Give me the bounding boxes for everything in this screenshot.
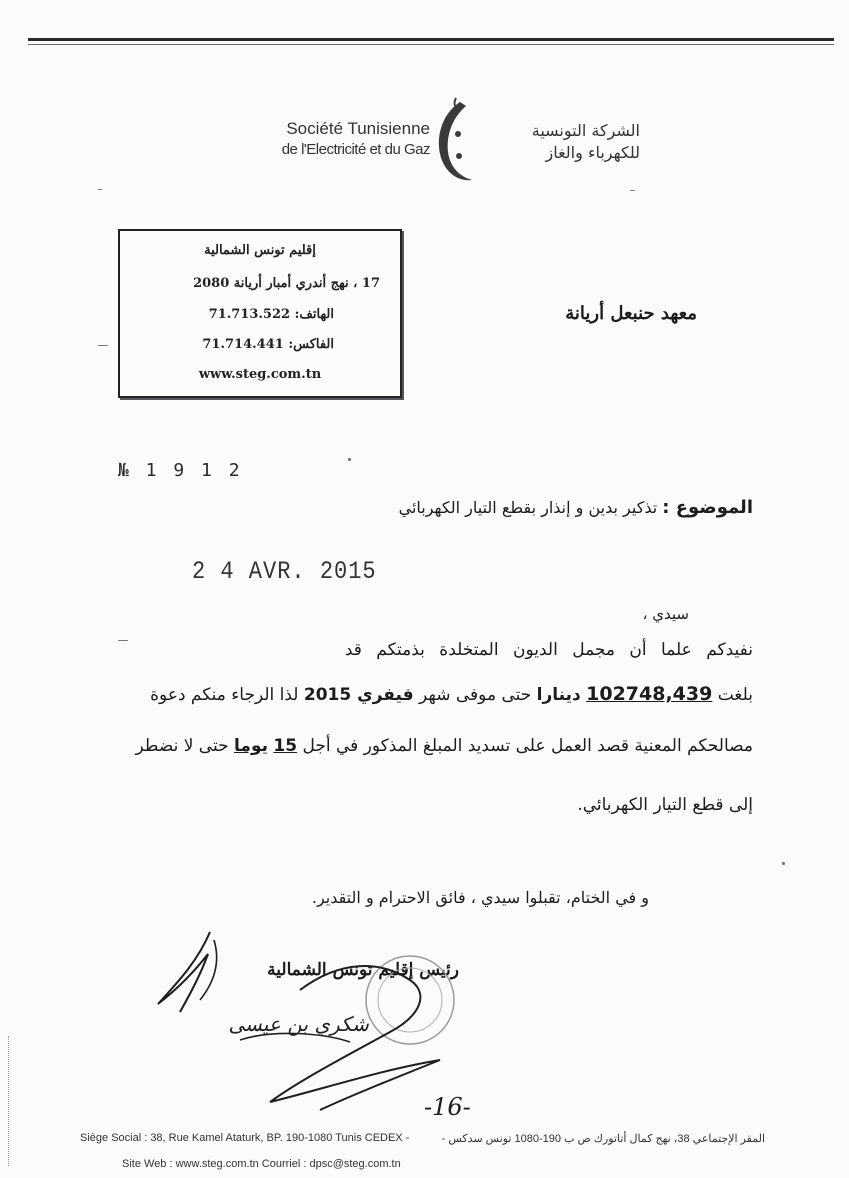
scan-speck: [630, 190, 635, 191]
page-number-mark: -16-: [424, 1093, 471, 1121]
body-line3-end: حتى لا نضطر: [135, 736, 229, 756]
body-line3-start: مصالحكم المعنية قصد العمل على تسديد المبلغ المذكور في أجل: [302, 736, 753, 756]
handwritten-signature-icon: [150, 920, 490, 1120]
company-name-arabic: [480, 120, 640, 164]
sender-address-box: [118, 229, 402, 398]
subject-line: [399, 497, 753, 518]
telephone-number: 71.713.522: [208, 307, 291, 322]
scan-speck: [98, 345, 108, 346]
body-line2-start: بلغت: [717, 685, 753, 705]
fax-number: 71.714.441: [202, 337, 284, 352]
footer-address-arabic: المقر الإجتماعي 38، نهج كمال أتاتورك ص ب 190-1080 تونس سدكس -: [441, 1133, 765, 1145]
street-address: 17 ، نهج أندري أمبار أريانة 2080: [193, 276, 380, 291]
body-line-1: نفيدكم علما أن مجمل الديون المتخلدة بذمتكم قد: [344, 640, 753, 660]
subject-text: تذكير بدين و إنذار بقطع التيار الكهربائي: [398, 498, 658, 517]
body-line-4: إلى قطع التيار الكهربائي.: [577, 795, 753, 815]
telephone-label: الهاتف:: [294, 307, 334, 322]
date-stamp: 2 4 AVR. 2015: [192, 557, 377, 586]
company-name-french: [250, 118, 430, 160]
fax-line: [202, 337, 334, 352]
company-name-arabic-line2: للكهرباء والغاز: [545, 143, 640, 162]
debt-amount: 102748,439: [586, 683, 713, 705]
signatory-name: شكري بن عيسى: [227, 1012, 374, 1036]
salutation: سيدي ،: [642, 605, 689, 623]
body-line2-mid: حتى موفى شهر: [419, 685, 532, 705]
fax-label: الفاكس:: [288, 337, 334, 352]
scan-speck: [98, 189, 102, 190]
binder-holes: [8, 1036, 15, 1166]
scan-speck: [782, 862, 785, 865]
body-line-3: [136, 736, 754, 756]
company-name-french-line2: de l'Electricité et du Gaz: [281, 141, 430, 158]
company-name-arabic-line1: الشركة التونسية: [531, 121, 640, 140]
body-line-2: [150, 683, 753, 705]
steg-logo-icon: [428, 96, 478, 188]
scan-speck: [348, 458, 351, 461]
company-name-french-line1: Société Tunisienne: [286, 119, 430, 138]
website: www.steg.com.tn: [198, 367, 322, 382]
top-border-line: [28, 38, 834, 41]
currency: دينارا: [536, 685, 581, 705]
footer-web-email: Site Web : www.steg.com.tn Courriel : dpsc@steg.com.tn: [122, 1158, 401, 1170]
debt-month: فيفري 2015: [303, 685, 414, 705]
payment-days: 15: [273, 736, 298, 756]
top-border-line-thin: [28, 44, 834, 45]
region-name: إقليم تونس الشمالية: [204, 243, 316, 258]
payment-days-unit: يوما: [234, 736, 268, 756]
signatory-title: رئيس إقليم تونس الشمالية: [267, 960, 459, 980]
subject-label: الموضوع :: [662, 497, 753, 518]
footer-address-french: Siège Social : 38, Rue Kamel Ataturk, BP. 190-1080 Tunis CEDEX -: [80, 1132, 410, 1144]
telephone-line: [209, 307, 334, 322]
closing-line: و في الختام، تقبلوا سيدي ، فائق الاحترام و التقدير.: [311, 888, 649, 907]
recipient-name: معهد حنبعل أريانة: [565, 303, 697, 324]
scan-speck: [118, 640, 128, 641]
reference-number: № 1 9 1 2: [118, 460, 243, 481]
body-line2-end: لذا الرجاء منكم دعوة: [150, 685, 299, 705]
